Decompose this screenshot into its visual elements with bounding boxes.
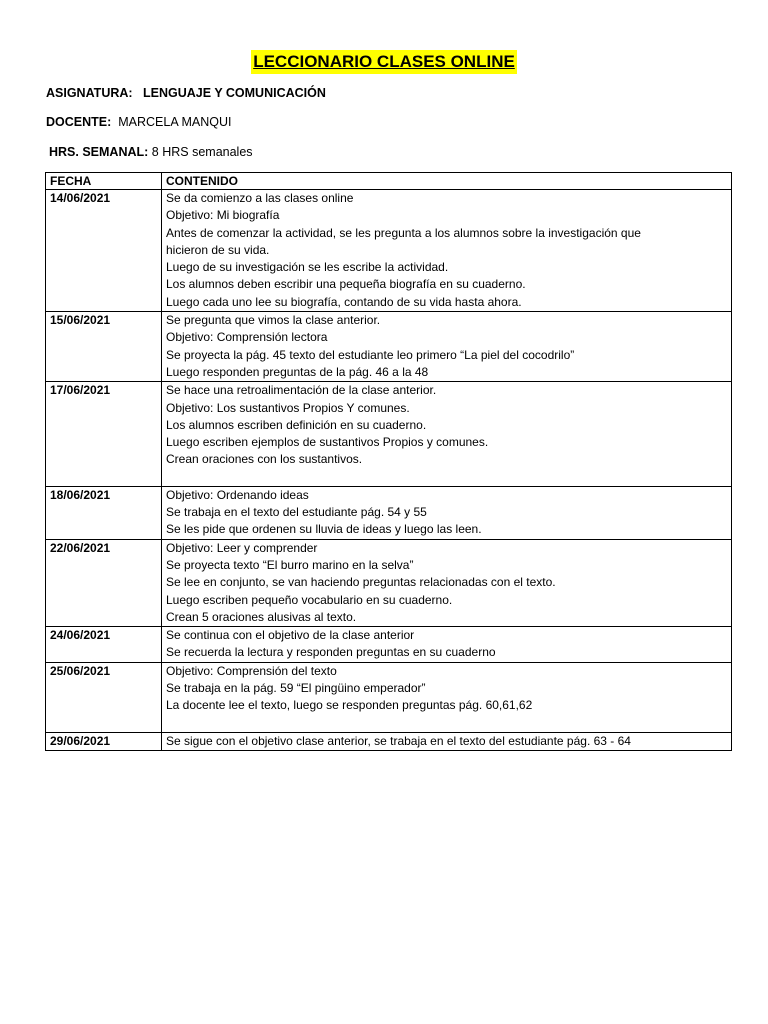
asignatura-value: LENGUAJE Y COMUNICACIÓN [143,86,326,100]
content-line: Se hace una retroalimentación de la clase anterior. [166,383,437,398]
row-content [162,486,732,539]
table-header-row [46,173,732,190]
table-row [46,486,732,539]
content-line: Objetivo: Comprensión del texto [166,663,337,678]
row-date: 18/06/2021 [46,486,162,539]
docente-line [46,114,231,130]
row-date: 15/06/2021 [46,312,162,382]
hrs-value: 8 HRS semanales [151,145,253,159]
content-line: Objetivo: Mi biografía [166,208,280,223]
blank-line [166,469,727,486]
content-line: Se sigue con el objetivo clase anterior, se trabaja en el texto del estudiante pág. 63 - 64 [166,733,631,748]
row-content [162,627,732,663]
content-line: Se proyecta texto “El burro marino en la selva” [166,557,414,572]
row-content [162,312,732,382]
content-line: Los alumnos deben escribir una pequeña biografía en su cuaderno. [166,277,526,292]
blank-line [166,715,727,732]
row-content [162,190,732,312]
content-line: Antes de comenzar la actividad, se les pregunta a los alumnos sobre la investigación que [166,225,641,240]
content-line: Se trabaja en la pág. 59 “El pingüino emperador” [166,681,426,696]
content-line: Luego cada uno lee su biografía, contando de su vida hasta ahora. [166,294,522,309]
content-line: Objetivo: Los sustantivos Propios Y comunes. [166,400,410,415]
asignatura-line [46,85,326,101]
content-line: Los alumnos escriben definición en su cuaderno. [166,417,427,432]
hrs-label: HRS. SEMANAL: [49,145,149,159]
docente-value: MARCELA MANQUI [118,115,232,129]
content-line: Se recuerda la lectura y responden preguntas en su cuaderno [166,645,496,660]
content-line: Luego responden preguntas de la pág. 46 a la 48 [166,364,429,379]
content-line: Se proyecta la pág. 45 texto del estudiante leo primero “La piel del cocodrilo” [166,347,575,362]
content-line: Se continua con el objetivo de la clase anterior [166,628,415,643]
content-line: Se trabaja en el texto del estudiante pág. 54 y 55 [166,505,427,520]
table-row [46,382,732,486]
row-content [162,732,732,750]
row-content [162,539,732,626]
document-title: LECCIONARIO CLASES ONLINE [251,50,517,74]
table-row [46,662,732,732]
row-date: 25/06/2021 [46,662,162,732]
content-line: Se da comienzo a las clases online [166,191,354,205]
content-line: Se pregunta que vimos la clase anterior. [166,313,381,328]
content-line: Luego escriben pequeño vocabulario en su cuaderno. [166,592,453,607]
hrs-line [49,144,253,160]
content-line: Luego escriben ejemplos de sustantivos Propios y comunes. [166,435,489,450]
row-date: 29/06/2021 [46,732,162,750]
table-row [46,627,732,663]
content-line: Crean oraciones con los sustantivos. [166,452,363,467]
table-row [46,190,732,312]
header-fecha: FECHA [46,173,162,190]
content-line: Se les pide que ordenen su lluvia de ideas y luego las leen. [166,522,482,537]
table-row [46,732,732,750]
table-row [46,539,732,626]
content-line: Objetivo: Comprensión lectora [166,330,328,345]
row-date: 17/06/2021 [46,382,162,486]
title-container [0,50,768,74]
content-line: Objetivo: Ordenando ideas [166,487,309,502]
row-content [162,662,732,732]
docente-label: DOCENTE: [46,115,112,129]
content-line: hicieron de su vida. [166,242,270,257]
content-line: La docente lee el texto, luego se responden preguntas pág. 60,61,62 [166,698,533,713]
content-line: Se lee en conjunto, se van haciendo preguntas relacionadas con el texto. [166,575,556,590]
row-content [162,382,732,486]
row-date: 22/06/2021 [46,539,162,626]
content-line: Objetivo: Leer y comprender [166,540,318,555]
row-date: 24/06/2021 [46,627,162,663]
asignatura-label: ASIGNATURA: [46,86,133,100]
header-contenido: CONTENIDO [162,173,732,190]
table-row [46,312,732,382]
content-line: Crean 5 oraciones alusivas al texto. [166,609,357,624]
lesson-table [45,172,732,751]
content-line: Luego de su investigación se les escribe la actividad. [166,260,449,275]
row-date: 14/06/2021 [46,190,162,312]
